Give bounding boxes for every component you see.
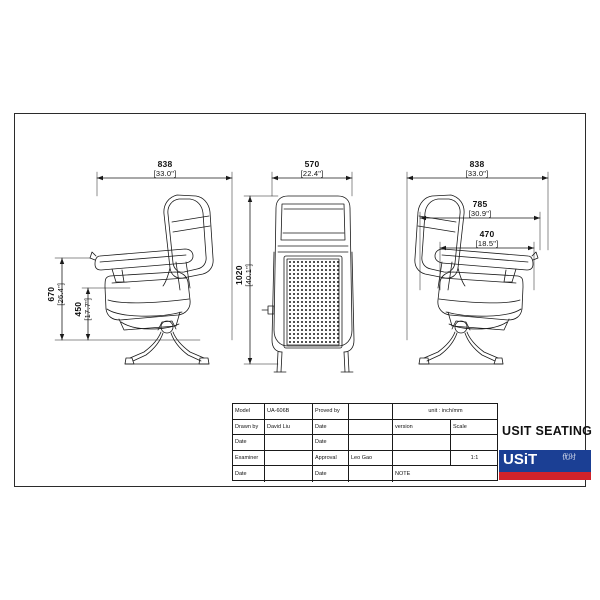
tb-value-scale: 1:1 bbox=[451, 451, 498, 467]
dim-right-depth-folded bbox=[461, 230, 513, 248]
company-name: USIT SEATING bbox=[502, 424, 593, 438]
tb-label-date-5: Date bbox=[313, 466, 349, 481]
dim-value-inch: [17.7"] bbox=[82, 297, 92, 321]
tb-value-examiner bbox=[265, 451, 313, 467]
tb-value-drawn-by: David Liu bbox=[265, 420, 313, 436]
dim-value-mm: 838 bbox=[157, 159, 173, 169]
tb-label-scale: Scale bbox=[451, 420, 498, 436]
title-block bbox=[232, 403, 498, 481]
dim-value-mm: 470 bbox=[479, 229, 495, 239]
dim-value-inch: [33.0"] bbox=[153, 168, 177, 178]
tb-label-approval: Approval bbox=[313, 451, 349, 467]
dim-value-inch: [18.5"] bbox=[475, 238, 499, 248]
dim-right-overall-width bbox=[451, 160, 503, 178]
tb-value-date-1 bbox=[265, 435, 313, 451]
dim-right-depth-open bbox=[454, 200, 506, 218]
tb-value-proved-by bbox=[349, 404, 393, 420]
tb-label-model: Model bbox=[233, 404, 265, 420]
tb-value-date-3 bbox=[349, 435, 393, 451]
tb-value-approval: Leo Gao bbox=[349, 451, 393, 467]
tb-label-examiner: Examiner bbox=[233, 451, 265, 467]
tb-label-proved-by: Proved by bbox=[313, 404, 349, 420]
dim-value-mm: 450 bbox=[72, 301, 83, 317]
dim-value-mm: 1020 bbox=[233, 265, 244, 286]
dim-front-height-group bbox=[235, 249, 253, 301]
dim-left-back-height bbox=[47, 268, 65, 320]
dim-front-overall-width bbox=[286, 160, 338, 178]
dim-value-mm: 570 bbox=[304, 159, 320, 169]
dim-left-overall-width bbox=[139, 160, 191, 178]
tb-blank-1 bbox=[393, 451, 451, 467]
tb-value-date-5 bbox=[349, 466, 393, 481]
dim-value-inch: [26.4"] bbox=[55, 282, 65, 306]
tb-label-date-4: Date bbox=[233, 466, 265, 481]
tb-label-date-2: Date bbox=[313, 420, 349, 436]
tb-label-drawn-by: Drawn by bbox=[233, 420, 265, 436]
dim-value-inch: [33.0"] bbox=[465, 168, 489, 178]
tb-label-date-3: Date bbox=[313, 435, 349, 451]
dim-value-mm: 785 bbox=[472, 199, 488, 209]
logo-red-bar bbox=[499, 472, 591, 480]
tb-value-date-4 bbox=[265, 466, 313, 481]
tb-value-model: UA-606B bbox=[265, 404, 313, 420]
tb-unit-label: unit : inch/mm bbox=[393, 404, 498, 420]
logo-wordmark: USiT bbox=[503, 451, 538, 468]
dim-left-seat-height bbox=[74, 283, 92, 335]
dim-value-mm: 670 bbox=[45, 286, 56, 302]
dim-value-inch: [30.9"] bbox=[468, 208, 492, 218]
dim-value-inch: [22.4"] bbox=[300, 168, 324, 178]
tb-label-note: NOTE bbox=[395, 471, 411, 478]
dim-value-mm: 838 bbox=[469, 159, 485, 169]
tb-value-date-2 bbox=[349, 420, 393, 436]
dim-value-inch: [40.1"] bbox=[243, 263, 253, 287]
usit-logo bbox=[499, 450, 591, 480]
tb-label-version: version bbox=[393, 420, 451, 436]
logo-chinese-name: 优时 bbox=[562, 454, 576, 461]
tb-value-version bbox=[393, 435, 451, 451]
tb-value-scale-empty bbox=[451, 435, 498, 451]
tb-label-date-1: Date bbox=[233, 435, 265, 451]
